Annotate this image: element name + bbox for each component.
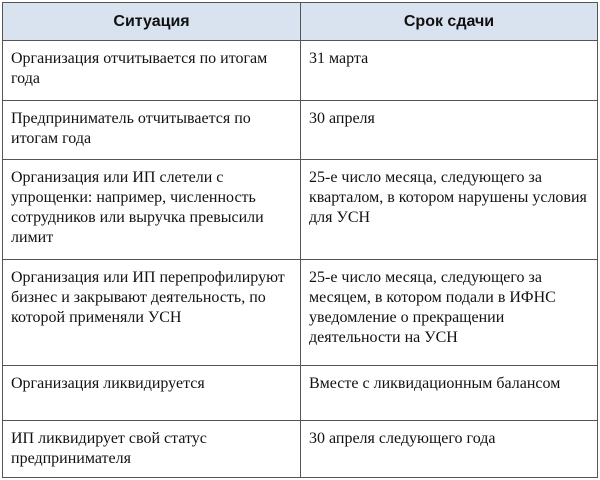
deadline-cell: 30 апреля следующего года	[301, 421, 598, 478]
header-row	[3, 3, 598, 41]
deadline-cell: Вместе с ликвидационным балансом	[301, 366, 598, 421]
table-row	[3, 160, 598, 260]
table-row	[3, 101, 598, 160]
deadline-table	[2, 2, 598, 478]
situation-cell: Организация отчитывается по итогам года	[3, 41, 301, 101]
deadline-cell: 30 апреля	[301, 101, 598, 160]
situation-cell: Организация или ИП слетели с упрощенки: например, численность сотрудников или выручка превысили лимит	[3, 160, 301, 260]
column-header-deadline: Срок сдачи	[301, 3, 598, 41]
deadline-cell: 31 марта	[301, 41, 598, 101]
situation-cell: ИП ликвидирует свой статус предпринимателя	[3, 421, 301, 478]
table-row	[3, 41, 598, 101]
table-row	[3, 260, 598, 366]
situation-cell: Организация или ИП перепрофилируют бизнес и закрывают деятельность, по которой применяли УСН	[3, 260, 301, 366]
table-row	[3, 421, 598, 478]
situation-cell: Предприниматель отчитывается по итогам года	[3, 101, 301, 160]
table-row	[3, 366, 598, 421]
deadline-cell: 25-е число месяца, следующего за месяцем, в котором подали в ИФНС уведомление о прекращении деятельности на УСН	[301, 260, 598, 366]
column-header-situation: Ситуация	[3, 3, 301, 41]
deadline-cell: 25-е число месяца, следующего за кварталом, в котором нарушены условия для УСН	[301, 160, 598, 260]
table-header	[3, 3, 598, 41]
situation-cell: Организация ликвидируется	[3, 366, 301, 421]
table-body	[3, 41, 598, 478]
